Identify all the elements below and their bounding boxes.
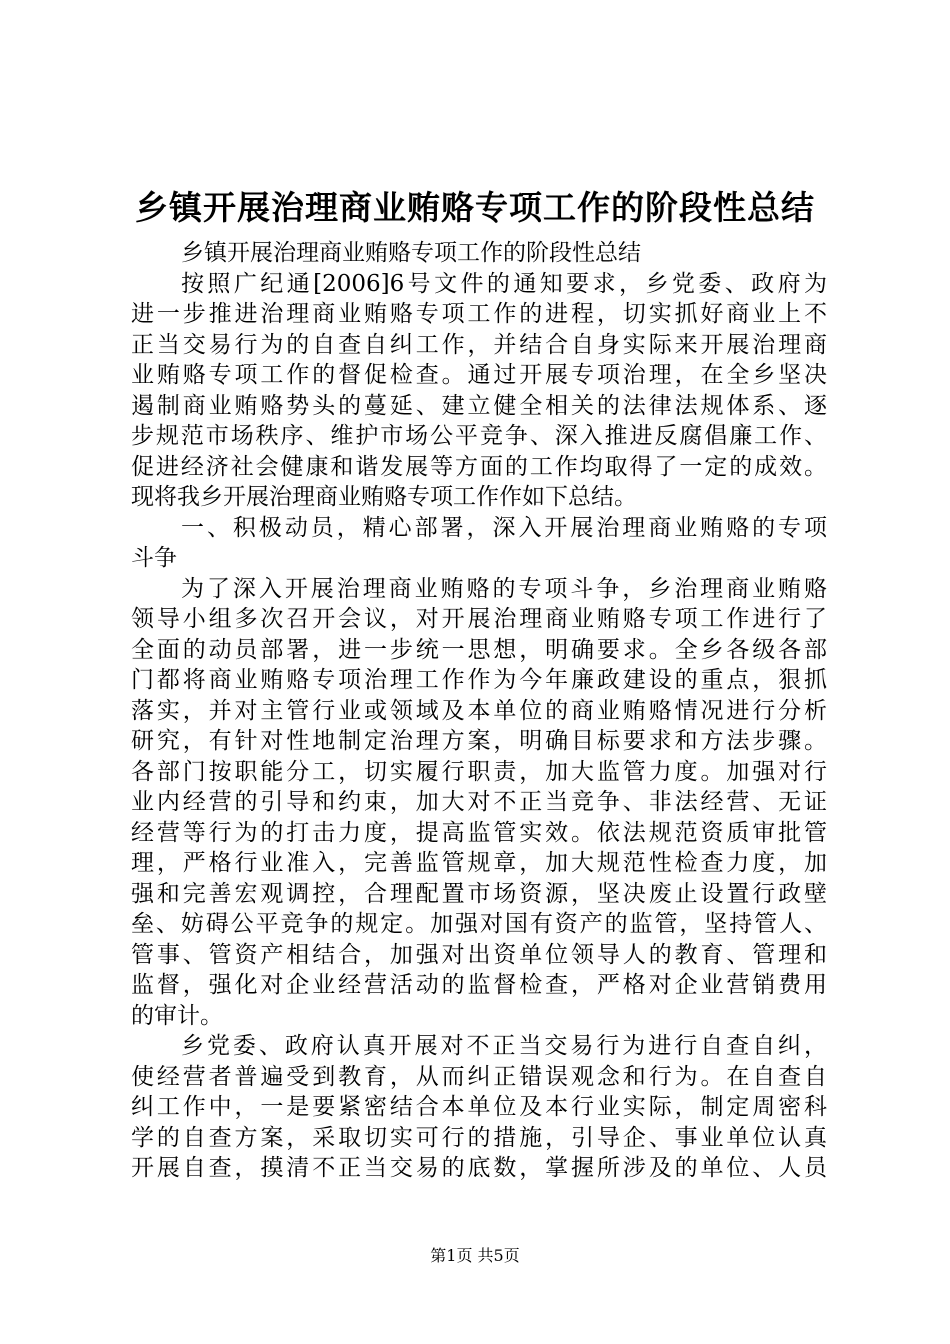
body-text-line: 开展自查，摸清不正当交易的底数，掌握所涉及的单位、人员 <box>131 1155 827 1181</box>
body-text-line: 落实，并对主管行业或领域及本单位的商业贿赂情况进行分析 <box>131 697 827 724</box>
document-title: 乡镇开展治理商业贿赂专项工作的阶段性总结 <box>135 188 815 227</box>
body-text-line: 按照广纪通[2006]6号文件的通知要求，乡党委、政府为 <box>181 270 827 297</box>
body-text-line: 领导小组多次召开会议，对开展治理商业贿赂专项工作进行了 <box>131 606 827 632</box>
body-text-line: 垒、妨碍公平竞争的规定。加强对国有资产的监管，坚持管人、 <box>131 911 827 937</box>
body-text-line: 监督，强化对企业经营活动的监督检查，严格对企业营销费用 <box>131 972 827 998</box>
body-text-line: 理，严格行业准入，完善监管规章，加大规范性检查力度，加 <box>131 850 827 876</box>
body-text-line: 纠工作中，一是要紧密结合本单位及本行业实际，制定周密科 <box>131 1094 827 1120</box>
body-text-line: 各部门按职能分工，切实履行职责，加大监管力度。加强对行 <box>131 758 827 785</box>
body-text-line: 斗争 <box>131 545 177 571</box>
body-text-line: 步规范市场秩序、维护市场公平竞争、深入推进反腐倡廉工作、 <box>131 423 827 449</box>
body-text-line: 学的自查方案，采取切实可行的措施，引导企、事业单位认真 <box>131 1124 827 1151</box>
body-text-line: 全面的动员部署，进一步统一思想，明确要求。全乡各级各部 <box>131 636 827 663</box>
body-text-line: 门都将商业贿赂专项治理工作作为今年廉政建设的重点，狠抓 <box>131 667 827 693</box>
body-text-line: 一、积极动员，精心部署，深入开展治理商业贿赂的专项 <box>181 514 827 541</box>
body-text-line: 业贿赂专项工作的督促检查。通过开展专项治理，在全乡坚决 <box>131 362 827 388</box>
body-text-line: 乡党委、政府认真开展对不正当交易行为进行自查自纠， <box>181 1033 827 1059</box>
body-text-line: 强和完善宏观调控，合理配置市场资源，坚决废止设置行政壁 <box>131 880 827 907</box>
body-text-line: 为了深入开展治理商业贿赂的专项斗争，乡治理商业贿赂 <box>181 575 827 602</box>
body-text-line: 遏制商业贿赂势头的蔓延、建立健全相关的法律法规体系、逐 <box>131 392 827 419</box>
body-text-line: 经营等行为的打击力度，提高监管实效。依法规范资质审批管 <box>131 819 827 846</box>
body-text-line: 进一步推进治理商业贿赂专项工作的进程，切实抓好商业上不 <box>131 301 827 327</box>
body-text-line: 的审计。 <box>131 1002 223 1029</box>
document-body <box>131 238 827 1184</box>
body-text-line: 使经营者普遍受到教育，从而纠正错误观念和行为。在自查自 <box>131 1063 827 1090</box>
page-footer: 第1页 共5页 <box>430 1246 520 1265</box>
body-text-line: 业内经营的引导和约束，加大对不正当竞争、非法经营、无证 <box>131 789 827 815</box>
body-text-line: 乡镇开展治理商业贿赂专项工作的阶段性总结 <box>181 240 641 266</box>
body-text-line: 研究，有针对性地制定治理方案，明确目标要求和方法步骤。 <box>131 728 827 754</box>
body-text-line: 正当交易行为的自查自纠工作，并结合自身实际来开展治理商 <box>131 331 827 358</box>
body-text-line: 管事、管资产相结合，加强对出资单位领导人的教育、管理和 <box>131 941 827 968</box>
body-text-line: 促进经济社会健康和谐发展等方面的工作均取得了一定的成效。 <box>131 453 827 480</box>
body-text-line: 现将我乡开展治理商业贿赂专项工作作如下总结。 <box>131 484 637 510</box>
